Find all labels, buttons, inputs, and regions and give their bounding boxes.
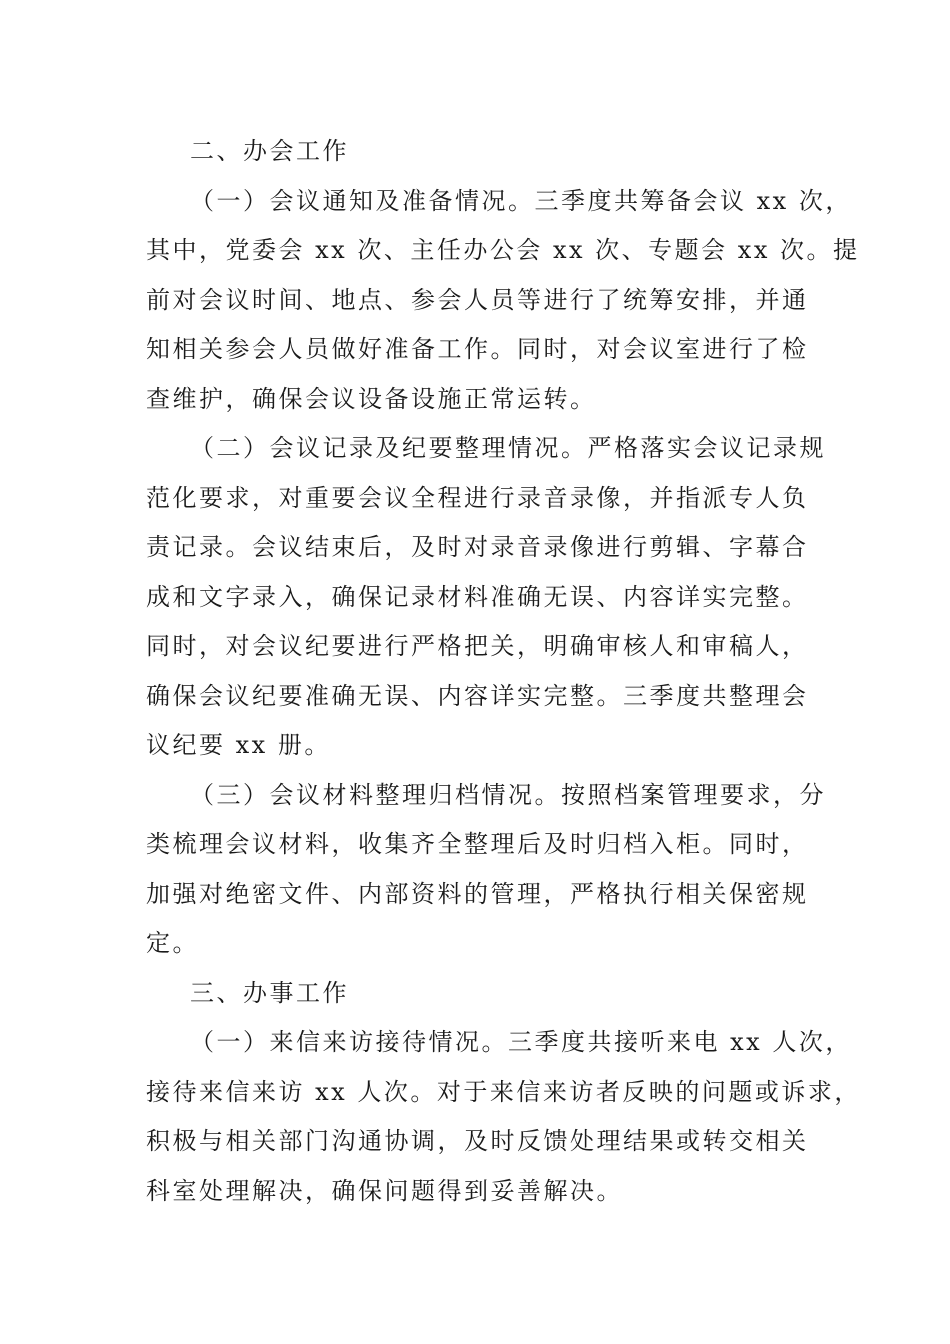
text-line: 议纪要 xx 册。	[146, 731, 331, 759]
paragraph-meeting-archive	[146, 771, 826, 969]
text-line: 范化要求，对重要会议全程进行录音录像，并指派专人负	[146, 483, 809, 512]
text-line: 查维护，确保会议设备设施正常运转。	[146, 384, 597, 413]
text-line: 定。	[146, 929, 199, 957]
text-line: 其中，党委会 xx 次、主任办公会 xx 次、专题会 xx 次。提	[146, 236, 860, 264]
text-line: （一）来信来访接待情况。三季度共接听来电 xx 人次，	[190, 1028, 852, 1056]
text-line: （一）会议通知及准备情况。三季度共筹备会议 xx 次，	[190, 186, 852, 215]
paragraph-meeting-notice	[146, 177, 860, 425]
text-line: 确保会议纪要准确无误、内容详实完整。三季度共整理会	[146, 681, 809, 710]
text-line: 接待来信来访 xx 人次。对于来信来访者反映的问题或诉求，	[146, 1077, 861, 1106]
document-body	[146, 127, 861, 1216]
section-heading: 三、办事工作	[190, 978, 349, 1007]
text-line: 同时，对会议纪要进行严格把关，明确审核人和审稿人，	[146, 632, 809, 660]
text-line: 类梳理会议材料，收集齐全整理后及时归档入柜。同时，	[146, 830, 809, 858]
text-line: 加强对绝密文件、内部资料的管理，严格执行相关保密规	[146, 879, 809, 908]
text-line: 科室处理解决，确保问题得到妥善解决。	[146, 1176, 623, 1205]
text-line: 责记录。会议结束后，及时对录音录像进行剪辑、字幕合	[146, 533, 809, 561]
text-line: 积极与相关部门沟通协调，及时反馈处理结果或转交相关	[146, 1127, 809, 1155]
paragraph-meeting-minutes	[146, 424, 826, 771]
text-line: 前对会议时间、地点、参会人员等进行了统筹安排，并通	[146, 285, 809, 314]
text-line: 知相关参会人员做好准备工作。同时，对会议室进行了检	[146, 335, 809, 363]
text-line: （三）会议材料整理归档情况。按照档案管理要求，分	[190, 780, 826, 809]
text-line: （二）会议记录及纪要整理情况。严格落实会议记录规	[190, 434, 826, 462]
paragraph-visits	[146, 1018, 861, 1216]
text-line: 成和文字录入，确保记录材料准确无误、内容详实完整。	[146, 582, 809, 611]
section-heading: 二、办会工作	[190, 137, 349, 165]
